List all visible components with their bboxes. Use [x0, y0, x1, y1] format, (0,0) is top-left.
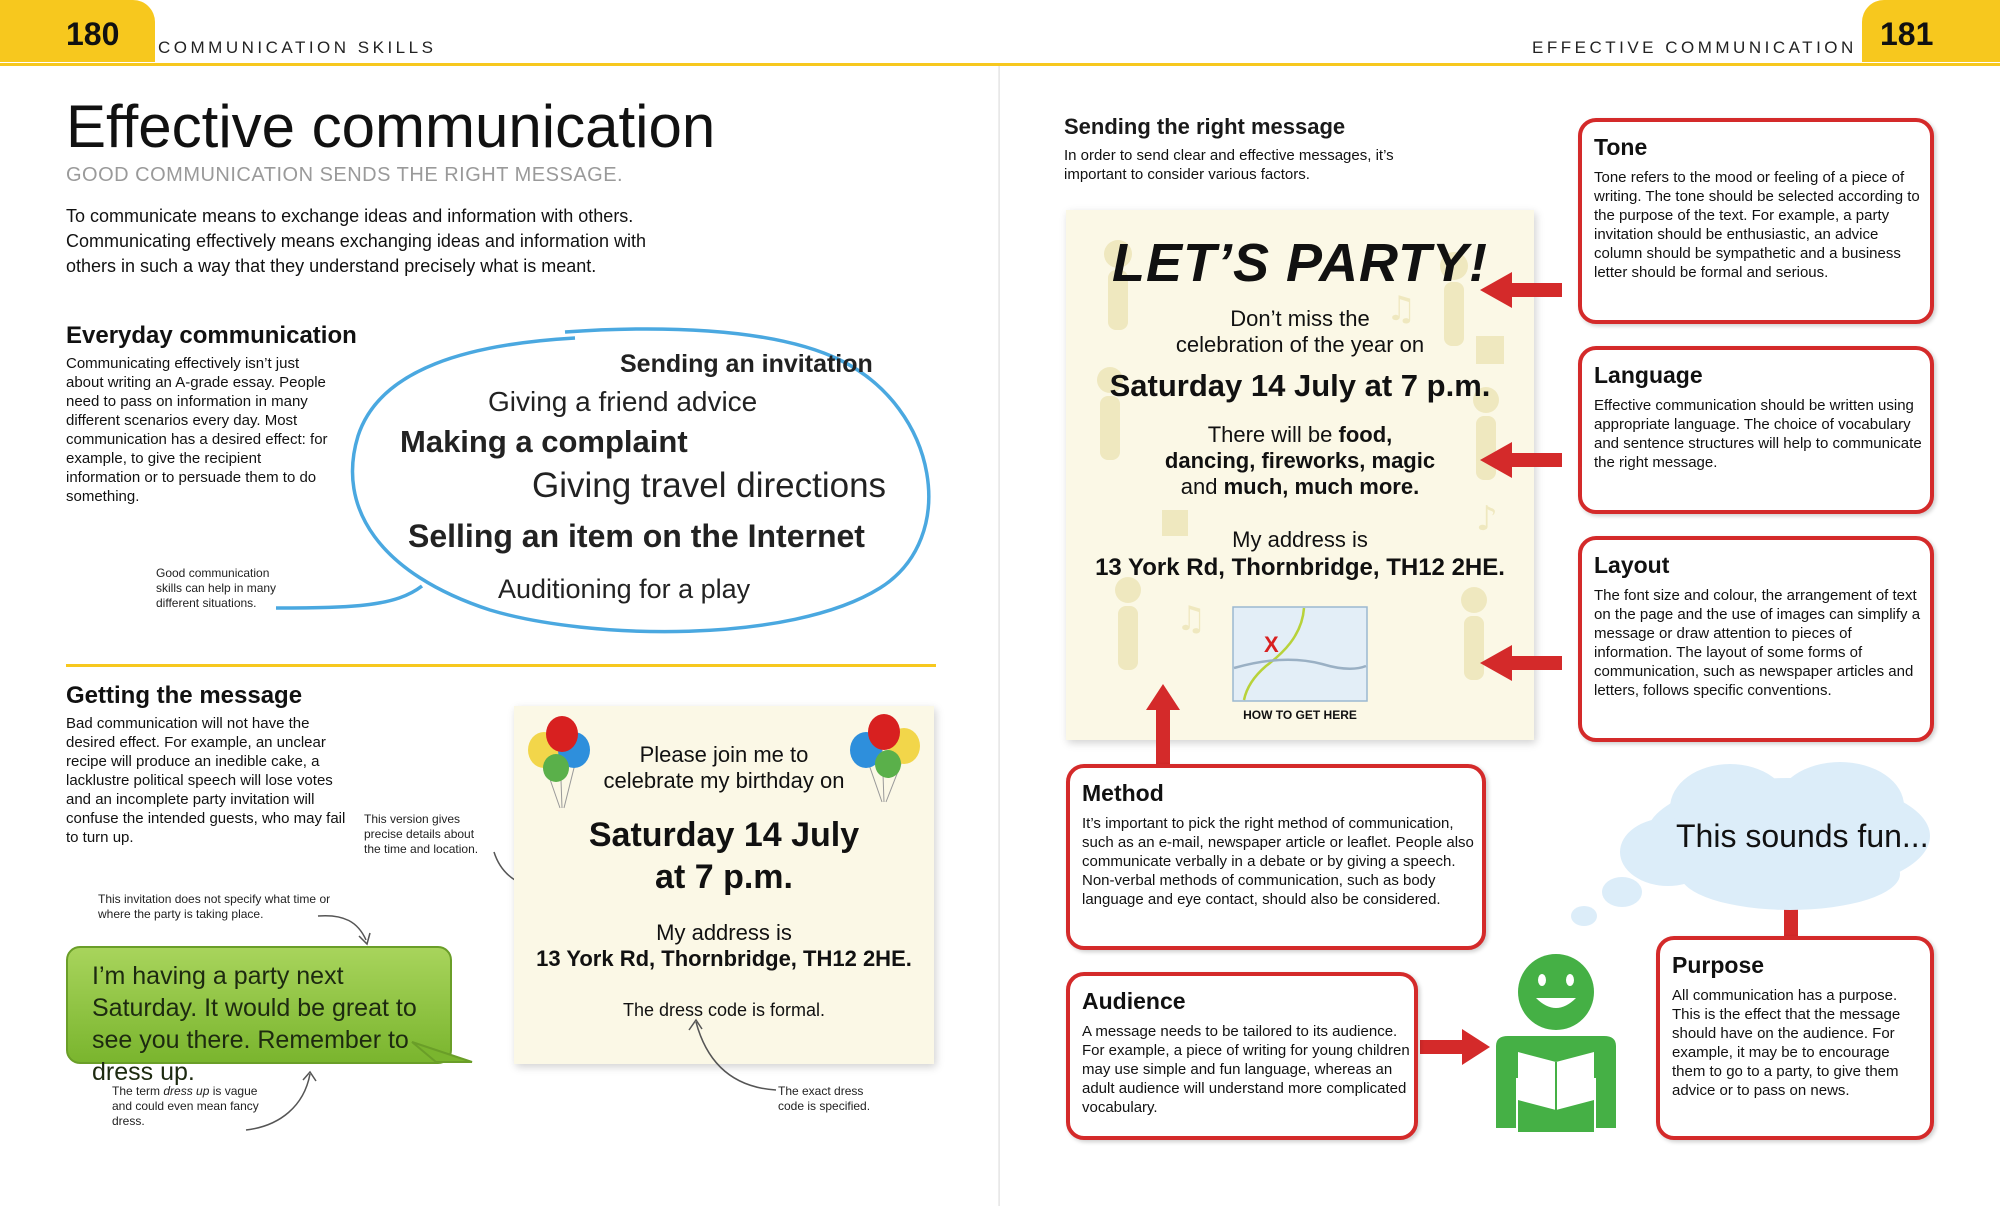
poster-activities-food: food, [1338, 422, 1393, 447]
unclear-invite-caption: This invitation does not specify what time or where the party is taking place. [98, 892, 331, 921]
poster-headline: LET’S PARTY! [1111, 233, 1489, 293]
page-subtitle: GOOD COMMUNICATION SENDS THE RIGHT MESSAGE. [66, 164, 624, 186]
card-address-line2: 13 York Rd, Thornbridge, TH12 2HE. [536, 946, 912, 971]
map-marker: X [1264, 632, 1279, 657]
language-text: Effective communication should be written using appropriate language. The choice of vocabulary and sentence structures will help to communicate the right message. [1594, 397, 1922, 471]
svg-text:♫: ♫ [1386, 289, 1417, 329]
situation-audition: Auditioning for a play [498, 574, 751, 604]
purpose-title: Purpose [1672, 952, 1765, 978]
layout-box [1578, 536, 1934, 742]
dress-up-caption-arrow [240, 1066, 320, 1138]
purpose-box [1656, 936, 1934, 1140]
page-title: Effective communication [66, 93, 716, 160]
section-divider [66, 664, 936, 667]
map-label: HOW TO GET HERE [1243, 708, 1357, 722]
right-page-number: 181 [1880, 16, 1934, 52]
intro-paragraph: To communicate means to exchange ideas and information with others. Communicating effectively means exchanging ideas and information with others in such a way that they understand precisely what is meant. [66, 206, 646, 276]
everyday-body: Communicating effectively isn’t just about writing an A-grade essay. People need to pass on information in many different scenarios every day. Most communication has a desired effect: for example, to give the recipient information or to persuade them to do something. [66, 355, 328, 505]
purpose-text: All communication has a purpose. This is the effect that the message should have on the audience. For example, it may be to encourage them to go to a party, to give them advice or to pass on news. [1672, 987, 1901, 1099]
card-intro [514, 742, 934, 794]
left-page-number: 180 [66, 16, 120, 52]
situation-travel-directions: Giving travel directions [532, 466, 887, 505]
dress-up-caption-post: is vague and could even mean fancy dress. [112, 1084, 259, 1128]
card-date-line2: at 7 p.m. [655, 858, 793, 896]
left-header-rule [0, 63, 1000, 66]
unclear-invitation-bubble [66, 946, 452, 1086]
svg-text:♪: ♪ [1476, 499, 1498, 539]
tone-box [1578, 118, 1934, 324]
dress-up-caption-pre: The term [112, 1084, 164, 1098]
getting-body: Bad communication will not have the desired effect. For example, an unclear recipe will produce an inedible cake, a lacklustre political speech will lose votes and an incomplete party invitation will confuse the intended guests, who may fail to turn up. [66, 715, 346, 846]
card-address [514, 920, 934, 972]
clear-invitation-card [514, 706, 934, 1064]
precise-caption: This version gives precise details about the time and location. [364, 812, 479, 856]
bubble-tail [410, 1040, 476, 1074]
card-intro-line2: celebrate my birthday on [603, 768, 845, 793]
audience-box [1066, 972, 1418, 1140]
exact-caption-arrow [684, 1014, 784, 1094]
thought-text: This sounds fun... [1676, 818, 1929, 854]
method-box [1066, 764, 1486, 950]
unclear-invitation-text: I’m having a party next Saturday. It would be great to see you there. Remember to dress up. [92, 962, 417, 1086]
language-title: Language [1594, 362, 1703, 388]
poster-activities-w1: There will be [1207, 422, 1333, 447]
layout-text: The font size and colour, the arrangement of text on the page and the use of images can simplify a message or draw attention to pieces of information. The layout of some forms of communication, such as newspaper articles and letters, follows specific conventions. [1594, 587, 1921, 699]
poster-activities-more: much, much more. [1223, 474, 1420, 499]
card-intro-line1: Please join me to [639, 742, 809, 767]
poster-intro-line2: celebration of the year on [1175, 332, 1425, 357]
poster-address-line2: 13 York Rd, Thornbridge, TH12 2HE. [1095, 554, 1505, 581]
situation-sending-invitation: Sending an invitation [620, 350, 873, 378]
unclear-caption-arrow [314, 910, 374, 950]
situations-caption: Good communication skills can help in many different situations. [156, 566, 277, 610]
card-dress-code: The dress code is formal. [622, 1000, 826, 1020]
right-intro: In order to send clear and effective messages, it’s important to consider various factors. [1064, 147, 1394, 183]
poster-address-line1: My address is [1232, 527, 1368, 552]
reader-icon [1478, 950, 1634, 1140]
card-date [514, 814, 934, 898]
svg-text:♫: ♫ [1176, 599, 1207, 639]
layout-title: Layout [1594, 552, 1670, 578]
tone-title: Tone [1594, 134, 1648, 160]
situation-selling-item: Selling an item on the Internet [408, 518, 865, 554]
language-box [1578, 346, 1934, 514]
poster-activities-line2: dancing, fireworks, magic [1164, 448, 1436, 473]
right-header-rule [1000, 63, 2000, 66]
method-text: It’s important to pick the right method of communication, such as an e-mail, newspaper article or leaflet. People also communicate verbally in a debate or by giving a speech. Non-verbal methods of communication, such as body language and eye contact, should also be considered. [1082, 815, 1474, 908]
getting-heading: Getting the message [66, 682, 303, 709]
method-title: Method [1082, 780, 1164, 806]
audience-text: A message needs to be tailored to its audience. For example, a piece of writing for young children may use simple and fun language, whereas an adult audience will understand more complicated vocabulary. [1082, 1023, 1410, 1116]
left-running-head: COMMUNICATION SKILLS [158, 38, 437, 57]
page-header [0, 0, 2000, 66]
tone-text: Tone refers to the mood or feeling of a piece of writing. The tone should be selected according to the purpose of the text. For example, a party invitation should be enthusiastic, an advice column should be sympathetic and a business letter should be formal and serious. [1594, 169, 1920, 281]
poster-intro-line1: Don’t miss the [1230, 306, 1370, 331]
situation-complaint: Making a complaint [400, 424, 688, 459]
audience-title: Audience [1082, 988, 1186, 1014]
right-running-head: EFFECTIVE COMMUNICATION [1532, 38, 1857, 57]
right-heading: Sending the right message [1064, 114, 1346, 139]
spine-gutter [998, 66, 1000, 1206]
card-date-line1: Saturday 14 July [588, 816, 860, 854]
situation-friend-advice: Giving a friend advice [488, 386, 758, 417]
card-address-line1: My address is [656, 920, 792, 945]
everyday-heading: Everyday communication [66, 322, 357, 349]
poster-activities-and: and [1180, 474, 1218, 499]
exact-dress-caption: The exact dress code is specified. [778, 1084, 871, 1113]
poster-date: Saturday 14 July at 7 p.m. [1109, 368, 1491, 403]
dress-up-term: dress up [163, 1084, 210, 1098]
